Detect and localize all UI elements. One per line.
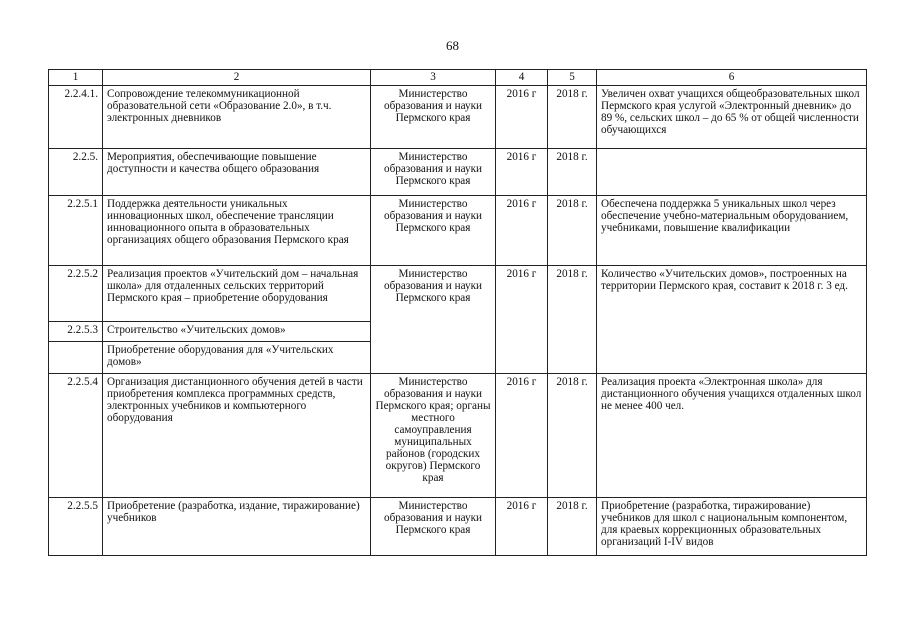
responsible-organization: Министерство образования и науки Пермского края	[371, 266, 496, 374]
responsible-organization: Министерство образования и науки Пермского края	[371, 149, 496, 196]
row-number: 2.2.5.2	[49, 266, 103, 322]
table-row	[49, 149, 867, 196]
row-number: 2.2.5.	[49, 149, 103, 196]
expected-result: Приобретение (разработка, тиражирование) учебников для школ с национальным компонентом, для краевых коррекционных образовательных организаций I-IV видов	[597, 498, 867, 556]
expected-result: Обеспечена поддержка 5 уникальных школ через обеспечение учебно-материальным оборудованием, учебниками, повышение квалификации	[597, 196, 867, 266]
measure-description: Строительство «Учительских домов»	[103, 322, 371, 342]
expected-result: Количество «Учительских домов», построенных на территории Пермского края, составит к 2018 г. 3 ед.	[597, 266, 867, 374]
page-number: 68	[446, 38, 459, 53]
end-year: 2018 г.	[548, 498, 597, 556]
responsible-organization: Министерство образования и науки Пермского края	[371, 498, 496, 556]
column-header-1: 1	[49, 70, 103, 86]
table-row	[49, 374, 867, 498]
measure-description: Организация дистанционного обучения детей в части приобретения комплекса программных средств, электронных учебников и компьютерного оборудования	[103, 374, 371, 498]
start-year: 2016 г	[496, 266, 548, 374]
end-year: 2018 г.	[548, 196, 597, 266]
end-year: 2018 г.	[548, 86, 597, 149]
row-number: 2.2.5.1	[49, 196, 103, 266]
table-row	[49, 266, 867, 322]
expected-result: Увеличен охват учащихся общеобразовательных школ Пермского края услугой «Электронный дневник» до 89 %, сельских школ – до 65 % от общей численности обучающихся	[597, 86, 867, 149]
header-row	[49, 70, 867, 86]
end-year: 2018 г.	[548, 149, 597, 196]
responsible-organization: Министерство образования и науки Пермского края; органы местного самоуправления муниципальных районов (городских округов) Пермского края	[371, 374, 496, 498]
end-year: 2018 г.	[548, 374, 597, 498]
measure-description: Сопровождение телекоммуникационной образовательной сети «Образование 2.0», в т.ч. электронных дневников	[103, 86, 371, 149]
column-header-2: 2	[103, 70, 371, 86]
expected-result: Реализация проекта «Электронная школа» для дистанционного обучения учащихся отдаленных школ не менее 400 чел.	[597, 374, 867, 498]
column-header-3: 3	[371, 70, 496, 86]
table-row	[49, 498, 867, 556]
row-number-empty	[49, 342, 103, 374]
plan-table	[48, 69, 867, 556]
start-year: 2016 г	[496, 374, 548, 498]
table-row	[49, 86, 867, 149]
measure-description: Мероприятия, обеспечивающие повышение доступности и качества общего образования	[103, 149, 371, 196]
expected-result	[597, 149, 867, 196]
table-row	[49, 196, 867, 266]
start-year: 2016 г	[496, 196, 548, 266]
column-header-4: 4	[496, 70, 548, 86]
end-year: 2018 г.	[548, 266, 597, 374]
start-year: 2016 г	[496, 149, 548, 196]
responsible-organization: Министерство образования и науки Пермского края	[371, 86, 496, 149]
responsible-organization: Министерство образования и науки Пермского края	[371, 196, 496, 266]
start-year: 2016 г	[496, 498, 548, 556]
column-header-6: 6	[597, 70, 867, 86]
measure-description: Поддержка деятельности уникальных инновационных школ, обеспечение трансляции инновационного опыта в образовательных организациях общего образования Пермского края	[103, 196, 371, 266]
row-number: 2.2.5.3	[49, 322, 103, 342]
start-year: 2016 г	[496, 86, 548, 149]
measure-description: Реализация проектов «Учительский дом – начальная школа» для отдаленных сельских территорий Пермского края – приобретение оборудования	[103, 266, 371, 322]
column-header-5: 5	[548, 70, 597, 86]
row-number: 2.2.5.4	[49, 374, 103, 498]
row-number: 2.2.4.1.	[49, 86, 103, 149]
measure-description: Приобретение (разработка, издание, тиражирование) учебников	[103, 498, 371, 556]
row-number: 2.2.5.5	[49, 498, 103, 556]
measure-description: Приобретение оборудования для «Учительских домов»	[103, 342, 371, 374]
